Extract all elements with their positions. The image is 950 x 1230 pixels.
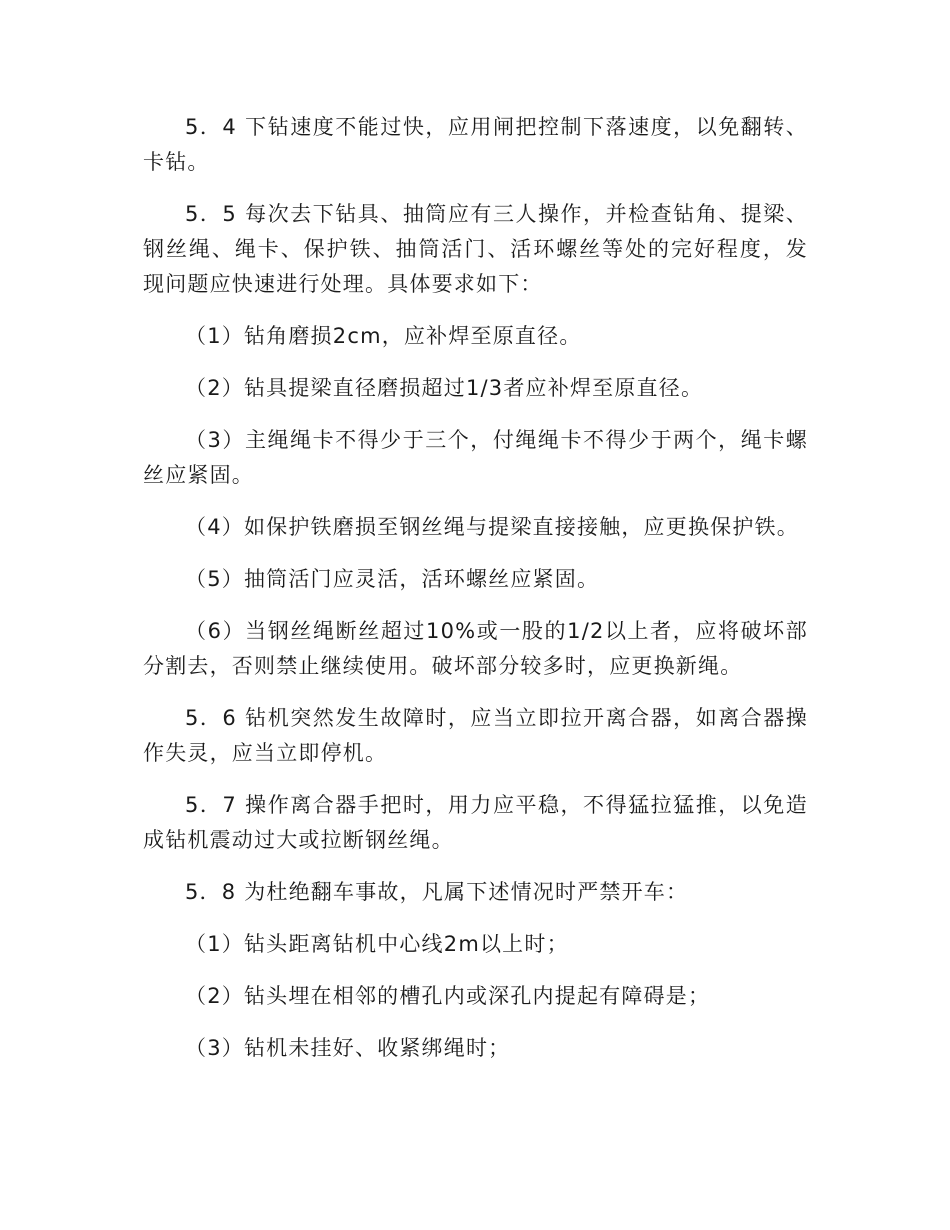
paragraph-5-4: 5．4 下钻速度不能过快，应用闸把控制下落速度，以免翻转、卡钻。 — [143, 115, 808, 174]
document-body — [143, 110, 808, 1083]
list-item-5-5-1: （1）钻角磨损2cm，应补焊至原直径。 — [185, 324, 582, 348]
paragraph-5-5: 5．5 每次去下钻具、抽筒应有三人操作，并检查钻角、提梁、钢丝绳、绳卡、保护铁、抽筒活门、活环螺丝等处的完好程度，发现问题应快速进行处理。具体要求如下： — [143, 202, 808, 296]
list-item-5-5-2: （2）钻具提梁直径磨损超过1/3者应补焊至原直径。 — [185, 376, 704, 400]
list-item-5-5-3: （3）主绳绳卡不得少于三个，付绳绳卡不得少于两个，绳卡螺丝应紧固。 — [143, 428, 808, 487]
list-item-5-8-1: （1）钻头距离钻机中心线2m以上时； — [185, 932, 569, 956]
list-item-5-8-2: （2）钻头埋在相邻的槽孔内或深孔内提起有障碍是； — [185, 984, 711, 1008]
paragraph-5-6: 5．6 钻机突然发生故障时，应当立即拉开离合器，如离合器操作失灵，应当立即停机。 — [143, 706, 808, 765]
list-item-5-5-4: （4）如保护铁磨损至钢丝绳与提梁直接接触，应更换保护铁。 — [185, 515, 799, 539]
paragraph-5-7: 5．7 操作离合器手把时，用力应平稳，不得猛拉猛推，以免造成钻机震动过大或拉断钢丝绳。 — [143, 793, 808, 852]
list-item-5-8-3: （3）钻机未挂好、收紧绑绳时； — [185, 1036, 511, 1060]
list-item-5-5-5: （5）抽筒活门应灵活，活环螺丝应紧固。 — [185, 567, 600, 591]
paragraph-5-8: 5．8 为杜绝翻车事故，凡属下述情况时严禁开车： — [185, 880, 689, 904]
list-item-5-5-6: （6）当钢丝绳断丝超过10%或一股的1/2以上者，应将破坏部分割去，否则禁止继续使用。破坏部分较多时，应更换新绳。 — [143, 619, 808, 678]
